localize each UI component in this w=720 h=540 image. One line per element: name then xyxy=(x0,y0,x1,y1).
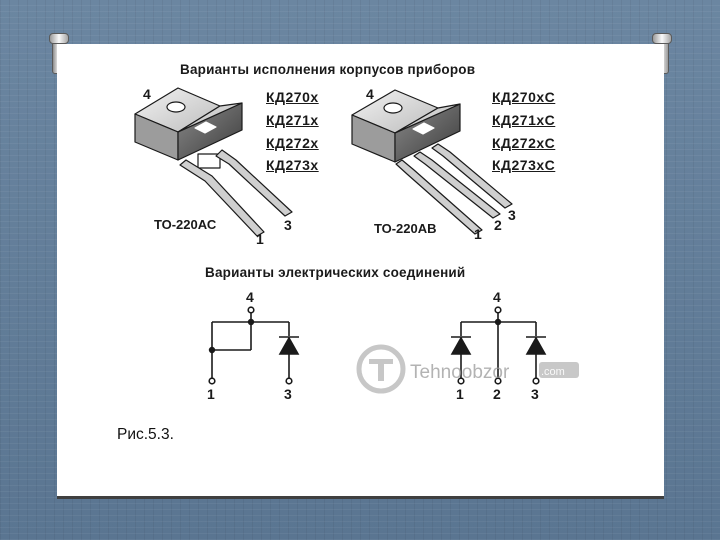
schematic-right-label-2: 2 xyxy=(493,386,501,402)
part-left-3: КД272х xyxy=(266,135,319,151)
to220ab-package-drawing xyxy=(352,90,512,234)
figure-caption: Рис.5.3. xyxy=(117,426,174,443)
part-right-4: КД273хС xyxy=(492,157,556,173)
schematic-left-label-1: 1 xyxy=(207,386,215,402)
to220ab-pin-1-label: 1 xyxy=(474,226,482,242)
to220ab-pin-4-label: 4 xyxy=(366,86,374,102)
part-right-3: КД272хС xyxy=(492,135,556,151)
to220ac-pin-4-label: 4 xyxy=(143,86,151,102)
to220ac-mounting-hole xyxy=(167,102,185,112)
schematic-right-diode-3 xyxy=(527,338,545,354)
part-right-1: КД270хС xyxy=(492,89,556,105)
schematic-left-label-4: 4 xyxy=(246,289,254,305)
to220ab-pin-3-label: 3 xyxy=(508,207,516,223)
schematic-right-terminal-4 xyxy=(495,307,501,313)
title-connections: Варианты электрических соединений xyxy=(205,265,466,280)
to220ab-pin-2-label: 2 xyxy=(494,217,502,233)
watermark-text: Tehnoobzor xyxy=(410,362,510,383)
title-packages: Варианты исполнения корпусов приборов xyxy=(180,62,476,77)
to220ac-name: ТО-220АС xyxy=(154,217,217,232)
schematic-right-label-1: 1 xyxy=(456,386,464,402)
to220ab-mounting-hole xyxy=(384,103,402,113)
schematic-right-terminal-3 xyxy=(533,378,539,384)
part-left-1: КД270х xyxy=(266,89,319,105)
schematic-left xyxy=(209,307,299,384)
schematic-left-terminal-4 xyxy=(248,307,254,313)
watermark-suffix: .com xyxy=(541,366,565,378)
schematic-left-terminal-3 xyxy=(286,378,292,384)
schematic-left-terminal-1 xyxy=(209,378,215,384)
schematic-left-diode xyxy=(280,338,298,354)
part-right-2: КД271хС xyxy=(492,112,556,128)
schematic-right-diode-1 xyxy=(452,338,470,354)
schematic-left-label-3: 3 xyxy=(284,386,292,402)
part-left-4: КД273х xyxy=(266,157,319,173)
to220ac-pin-3-label: 3 xyxy=(284,217,292,233)
to220ab-name: ТО-220АВ xyxy=(374,221,437,236)
to220ac-pin-1-label: 1 xyxy=(256,231,264,247)
part-left-2: КД271х xyxy=(266,112,319,128)
schematic-right-label-4: 4 xyxy=(493,289,501,305)
schematic-right-label-3: 3 xyxy=(531,386,539,402)
